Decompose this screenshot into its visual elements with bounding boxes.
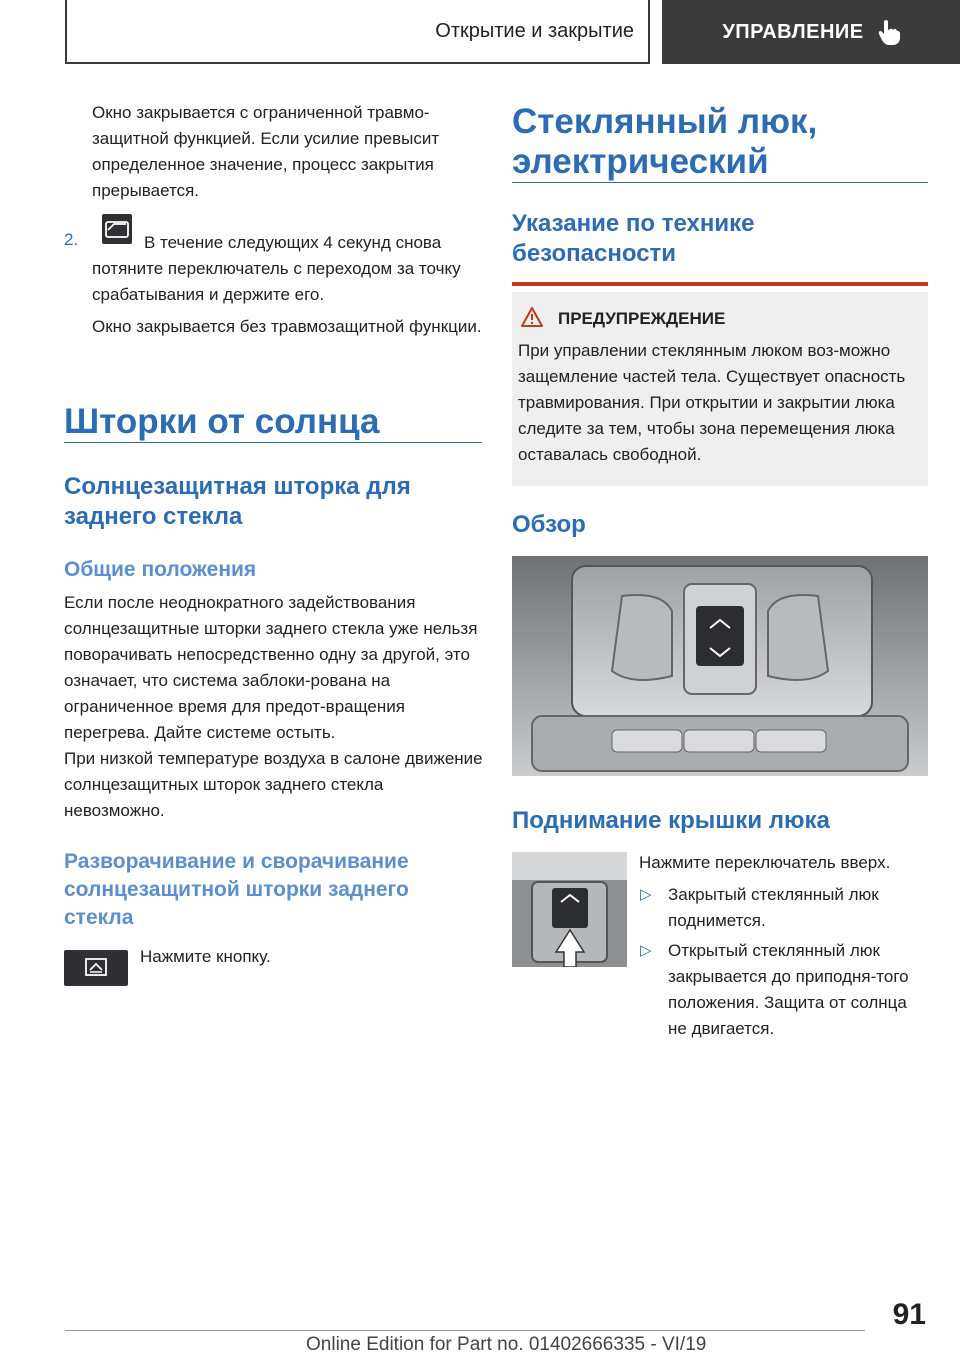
heading-general: Общие положения	[64, 558, 257, 581]
step2-result: Окно закрывается без травмозащитной функции.	[92, 317, 482, 336]
bullet-text: Открытый стеклянный люк закрывается до приподня-того положения. Защита от солнца не двигается.	[668, 941, 909, 1038]
deploy-instruction: Нажмите кнопку.	[140, 947, 271, 966]
heading-safety: Указание по технике безопасности	[512, 210, 755, 267]
heading-rule	[64, 442, 482, 443]
heading-sun-blinds: Шторки от солнца	[64, 402, 380, 441]
bullet-triangle-icon: ▷	[640, 886, 652, 903]
heading-rule	[512, 182, 928, 183]
footer-rule	[65, 1330, 865, 1331]
bullet-triangle-icon: ▷	[640, 942, 652, 959]
step2-text: В течение следующих 4 секунд снова потяните переключатель с переходом за точку срабатывания и держите его.	[92, 233, 461, 304]
section-header-tab	[65, 0, 650, 64]
bullet-text: Закрытый стеклянный люк поднимется.	[668, 885, 879, 930]
warning-triangle-icon	[520, 306, 544, 328]
heading-deploy-blind: Разворачивание и сворачивание солнцезащитной шторки заднего стекла	[64, 850, 409, 929]
chapter-header	[662, 0, 960, 64]
list-item	[640, 882, 928, 934]
list-item	[640, 938, 928, 1042]
heading-overview: Обзор	[512, 511, 586, 538]
general-paragraph-2: При низкой температуре воздуха в салоне движение солнцезащитных шторок заднего стекла невозможно.	[64, 749, 483, 820]
section-title: Открытие и закрытие	[435, 19, 634, 42]
heading-rear-blind: Солнцезащитная шторка для заднего стекла	[64, 473, 411, 530]
window-closing-paragraph: Окно закрывается с ограниченной травмо-защитной функцией. Если усилие превысит определенное значение, процесс закрытия прерывается.	[92, 103, 440, 200]
step-number: 2.	[64, 230, 79, 249]
warning-title: ПРЕДУПРЕЖДЕНИЕ	[558, 309, 726, 328]
chapter-title: УПРАВЛЕНИЕ	[722, 20, 864, 43]
general-paragraph-1: Если после неоднократного задействования солнцезащитные шторки заднего стекла уже нельзя поворачивать непосредственно одну за другой, это означает, что система заблоки-рована на ограниченное время для предот-вращения перегрева. Дайте системе остыть.	[64, 593, 478, 742]
rear-blind-button-icon	[64, 950, 128, 986]
warning-text: При управлении стеклянным люком воз-можно защемление частей тела. Существует опасность травмирования. При открытии и закрытии люка следите за тем, чтобы зона перемещения люка оставалась свободной.	[518, 341, 906, 464]
raise-instruction: Нажмите переключатель вверх.	[639, 853, 891, 872]
heading-sunroof: Стеклянный люк, электрический	[512, 102, 818, 181]
heading-raise-lid: Поднимание крышки люка	[512, 807, 830, 834]
warning-bar	[512, 282, 928, 286]
raise-switch-photo	[512, 852, 627, 967]
page-number: 91	[892, 1298, 926, 1331]
pointing-hand-icon	[878, 19, 900, 45]
footer-edition: Online Edition for Part no. 01402666335 - VI/19	[306, 1334, 707, 1355]
roof-console-photo	[512, 556, 928, 776]
